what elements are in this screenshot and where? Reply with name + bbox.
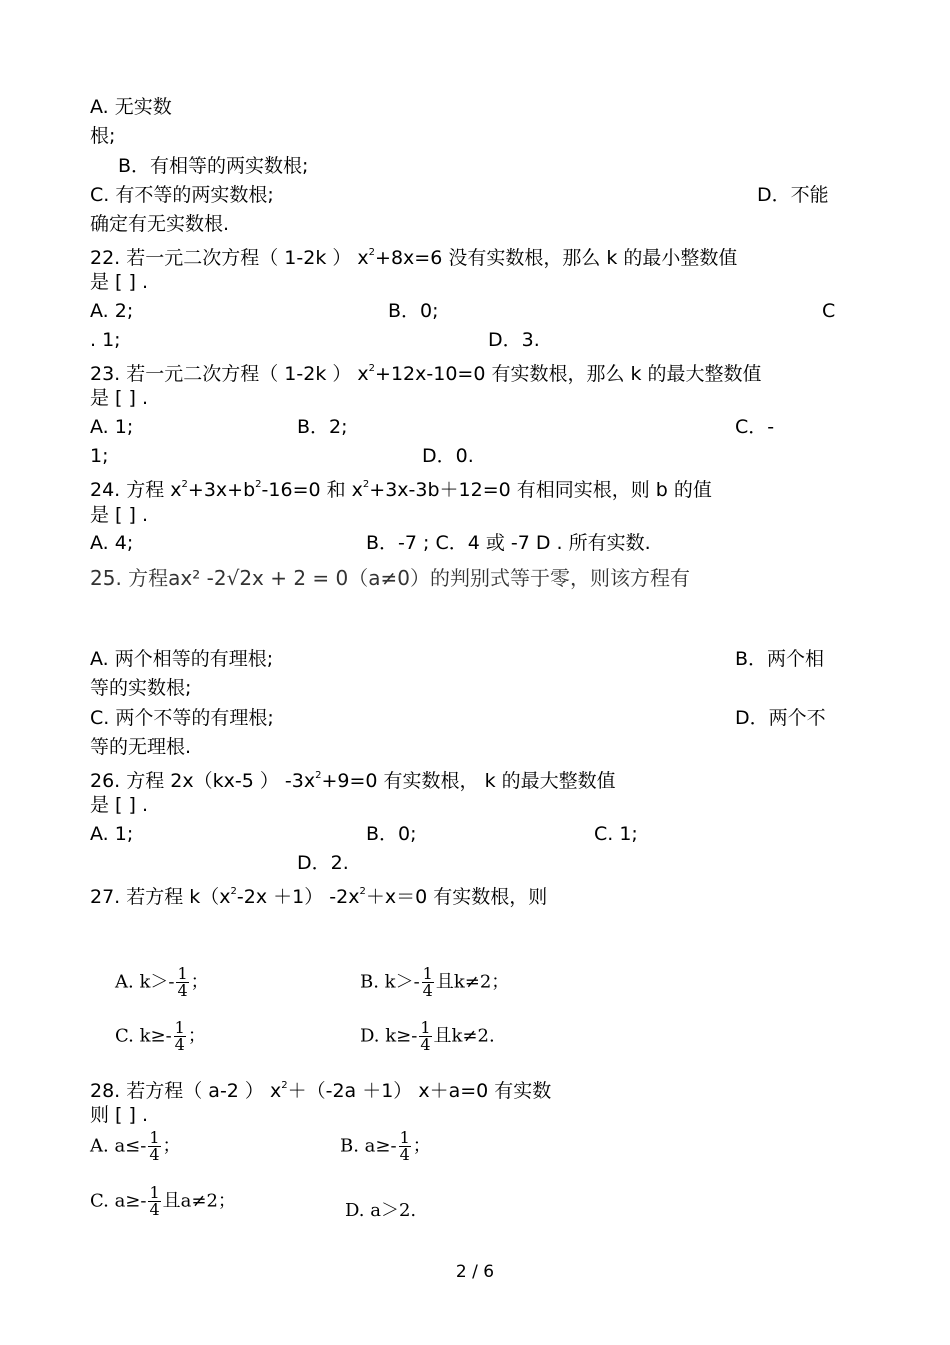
q27-option-a: A. k＞- $\frac{1}{4}$ ； <box>115 964 209 1000</box>
q28-option-d: D. a＞2. <box>345 1200 417 1221</box>
q23-option-d: D．0. <box>422 445 474 467</box>
q24-option-a: A. 4; <box>90 532 134 554</box>
q26-option-a: A. 1; <box>90 823 134 845</box>
page-number: 2 / 6 <box>455 1262 495 1282</box>
q25-option-d-cont: 等的无理根. <box>90 736 192 758</box>
q21-option-c: C. 有不等的两实数根; <box>90 184 274 206</box>
q21-option-a-cont: 根; <box>90 125 116 147</box>
q25-option-d: D．两个不 <box>735 707 826 729</box>
q24-stem-cont: 是 [ ] . <box>90 504 148 526</box>
q23-option-c: C．- <box>735 416 775 438</box>
q21-option-d: D．不能 <box>757 184 829 206</box>
q25-option-a: A. 两个相等的有理根; <box>90 648 274 670</box>
q28-stem: 28. 若方程（ a-2 ） $x^2+(-2a +1)$ x＋a=0 有实数 <box>90 1080 552 1102</box>
q22-stem-cont: 是 [ ] . <box>90 271 148 293</box>
q27-option-c: C. k≥- $\frac{1}{4}$ ； <box>115 1018 206 1054</box>
q25-option-c: C. 两个不等的有理根; <box>90 707 274 729</box>
q26-option-d: D．2. <box>297 852 349 874</box>
q22-stem: 22. 若一元二次方程（ 1-2k ） $x^2+8x=6$ 没有实数根，那么 k 的最小整数值 <box>90 247 738 269</box>
q21-option-d-cont: 确定有无实数根. <box>90 213 230 235</box>
q23-option-b: B．2; <box>297 416 348 438</box>
q27-stem: 27. 若方程 $k(x^2-2x +1)$ $-2x^2+x=0$ 有实数根，则 <box>90 886 548 908</box>
q25-option-b-cont: 等的实数根; <box>90 677 192 699</box>
q22-option-c: C <box>822 300 836 322</box>
q23-stem: 23. 若一元二次方程（ 1-2k ） $x^2+12x-10=0$ 有实数根，那么 k 的最大整数值 <box>90 363 762 385</box>
q22-option-a: A. 2; <box>90 300 134 322</box>
q26-stem: 26. 方程 2x（kx-5 ） $-3x^2+9=0$ 有实数根， k 的最大整数值 <box>90 770 616 792</box>
q22-option-d: D．3. <box>488 329 540 351</box>
q28-stem-cont: 则 [ ] . <box>90 1104 148 1126</box>
q23-stem-cont: 是 [ ] . <box>90 387 148 409</box>
q25-option-b: B．两个相 <box>735 648 825 670</box>
q24-stem: 24. 方程 $x^2+3x+b^2-16=0$ 和 $x^2+3x-3b+12=0$ 有相同实根，则 b 的值 <box>90 479 712 501</box>
q26-stem-cont: 是 [ ] . <box>90 794 148 816</box>
q27-option-b: B. k＞- $\frac{1}{4}$ 且k≠2； <box>360 964 510 1000</box>
q22-option-c-cont: . 1; <box>90 329 121 351</box>
q21-option-a: A. 无实数 <box>90 96 172 118</box>
q24-options-bcd: B．-7 ; C．4 或 -7 D . 所有实数. <box>366 532 651 554</box>
q27-option-d: D. k≥- $\frac{1}{4}$ 且k≠2. <box>360 1018 495 1054</box>
q22-option-b: B．0; <box>388 300 439 322</box>
q23-option-c-cont: 1; <box>90 445 109 467</box>
q26-option-b: B．0; <box>366 823 417 845</box>
q28-option-b: B. a≥- $\frac{1}{4}$ ； <box>340 1128 431 1164</box>
q28-option-c: C. a≥- $\frac{1}{4}$ 且a≠2； <box>90 1183 236 1219</box>
q21-option-b: B．有相等的两实数根; <box>118 155 309 177</box>
q25-stem: 25. 方程ax² -2√2x + 2 = 0（a≠0）的判别式等于零，则该方程有 <box>90 566 691 590</box>
q28-option-a: A. a≤- $\frac{1}{4}$ ； <box>90 1128 181 1164</box>
q26-option-c: C. 1; <box>594 823 638 845</box>
q23-option-a: A. 1; <box>90 416 134 438</box>
